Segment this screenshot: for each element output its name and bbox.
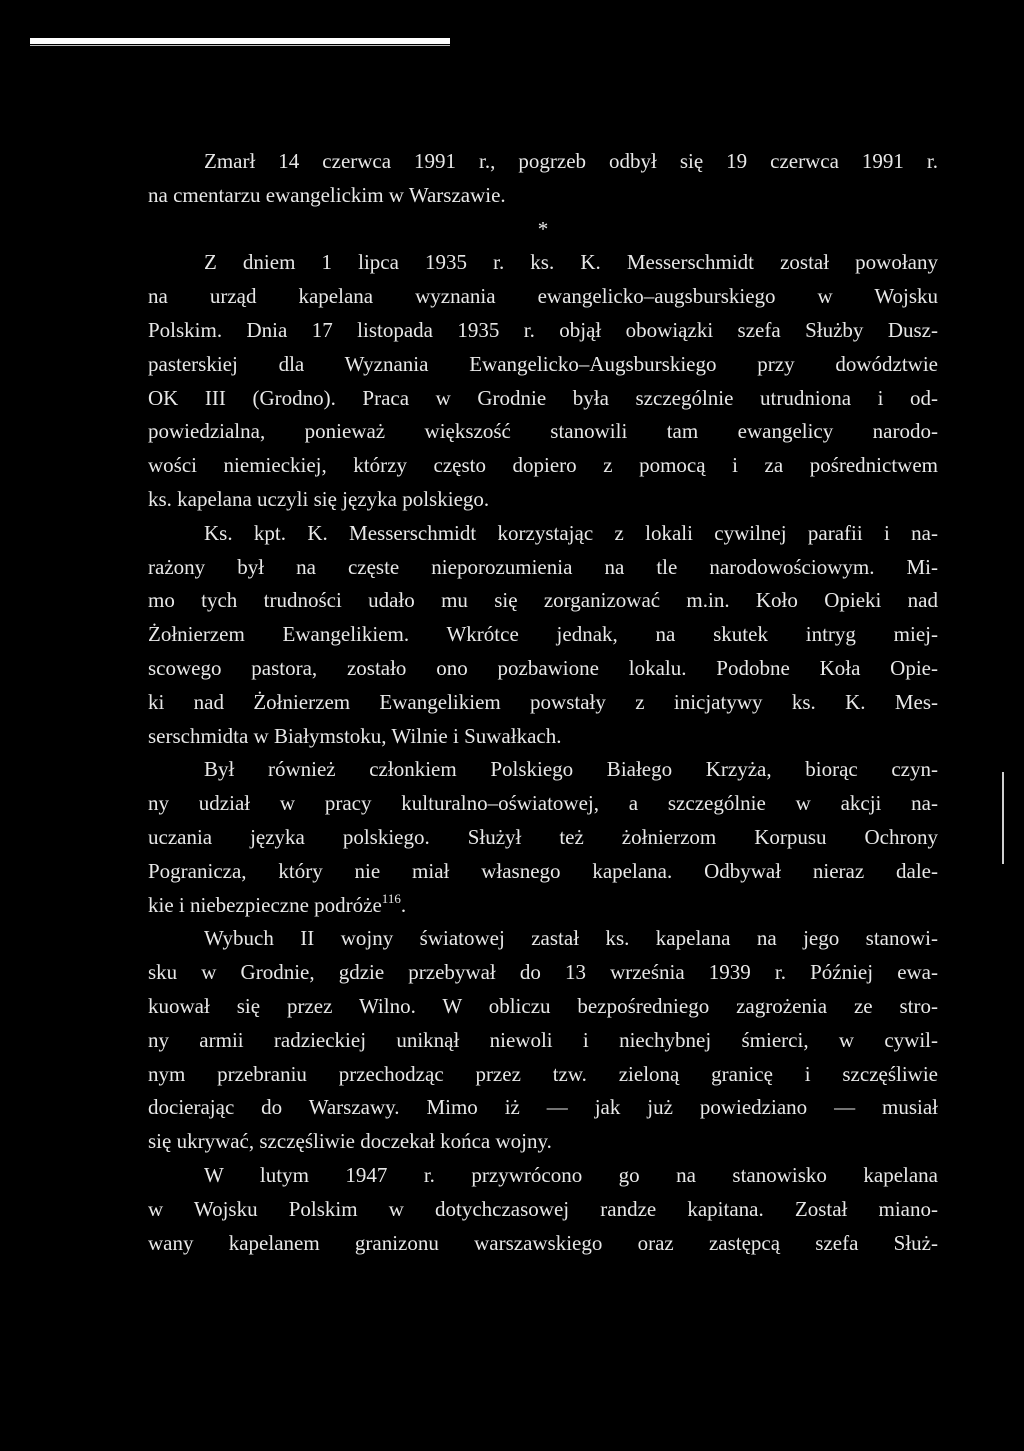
text-line — [148, 1058, 938, 1092]
line-text: Pogranicza, który nie miał własnego kapelana. Odbywał nieraz dale- — [148, 858, 938, 883]
line-text: ki nad Żołnierzem Ewangelikiem powstały z inicjatywy ks. K. Mes- — [148, 689, 938, 714]
text-line — [148, 720, 938, 754]
line-text: ny udział w pracy kulturalno–oświatowej, a szczególnie w akcji na- — [148, 791, 938, 816]
top-rule — [30, 38, 450, 44]
text-line — [148, 415, 938, 449]
line-text: ny armii radzieckiej uniknął niewoli i niechybnej śmierci, w cywil- — [148, 1027, 938, 1052]
text-line — [148, 1159, 938, 1193]
line-text: pasterskiej dla Wyznania Ewangelicko–Augsburskiego przy dowództwie — [148, 351, 938, 376]
line-text: na urząd kapelana wyznania ewangelicko–augsburskiego w Wojsku — [148, 284, 938, 309]
text-line — [148, 517, 938, 551]
line-text: wości niemieckiej, którzy często dopiero z pomocą i za pośrednictwem — [148, 453, 938, 478]
text-line — [148, 1091, 938, 1125]
line-text: wany kapelanem granizonu warszawskiego oraz zastępcą szefa Służ- — [148, 1230, 938, 1255]
line-text: powiedzialna, ponieważ większość stanowili tam ewangelicy narodo- — [148, 419, 938, 444]
line-text: Z dniem 1 lipca 1935 r. ks. K. Messerschmidt został powołany — [204, 250, 938, 275]
text-line — [148, 145, 938, 179]
line-text: Był również członkiem Polskiego Białego Krzyża, biorąc czyn- — [204, 757, 938, 782]
text-line — [148, 1125, 938, 1159]
text-line — [148, 348, 938, 382]
line-text: kie i niebezpieczne podróże — [148, 892, 382, 917]
line-text: docierając do Warszawy. Mimo iż — jak już powiedziano — musiał — [148, 1095, 938, 1120]
text-line — [148, 922, 938, 956]
line-text: uczania języka polskiego. Służył też żołnierzom Korpusu Ochrony — [148, 824, 938, 849]
line-text: Żołnierzem Ewangelikiem. Wkrótce jednak, na skutek intryg miej- — [148, 622, 938, 647]
line-punct: . — [400, 892, 407, 917]
text-line — [148, 1193, 938, 1227]
text-line — [148, 483, 938, 517]
text-line — [148, 314, 938, 348]
text-line — [148, 821, 938, 855]
line-text: W lutym 1947 r. przywrócono go na stanowisko kapelana — [204, 1162, 938, 1187]
line-text: nym przebraniu przechodząc przez tzw. zieloną granicę i szczęśliwie — [148, 1061, 938, 1086]
text-line — [148, 618, 938, 652]
text-line — [148, 889, 938, 923]
footnote-ref: 116 — [381, 890, 401, 906]
line-text: Zmarł 14 czerwca 1991 r., pogrzeb odbył się 19 czerwca 1991 r. — [204, 149, 938, 173]
text-line — [148, 787, 938, 821]
text-line — [148, 956, 938, 990]
line-text: w Wojsku Polskim w dotychczasowej randze kapitana. Został miano- — [148, 1196, 938, 1221]
text-line — [148, 686, 938, 720]
line-text: kuował się przez Wilno. W obliczu bezpośredniego zagrożenia ze stro- — [148, 993, 938, 1018]
text-line — [148, 753, 938, 787]
text-line — [148, 246, 938, 280]
text-line — [148, 179, 938, 213]
text-line — [148, 990, 938, 1024]
margin-mark — [1002, 772, 1004, 864]
line-text: serschmidta w Białymstoku, Wilnie i Suwałkach. — [148, 723, 562, 748]
top-rule-underline — [30, 45, 450, 46]
text-line — [148, 584, 938, 618]
text-line — [148, 1227, 938, 1261]
line-text: na cmentarzu ewangelickim w Warszawie. — [148, 182, 506, 207]
text-line — [148, 1024, 938, 1058]
line-text: * — [537, 216, 549, 241]
line-text: Wybuch II wojny światowej zastał ks. kapelana na jego stanowi- — [204, 926, 938, 951]
text-line — [148, 551, 938, 585]
line-text: sku w Grodnie, gdzie przebywał do 13 września 1939 r. Później ewa- — [148, 960, 938, 985]
line-text: się ukrywać, szczęśliwie doczekał końca wojny. — [148, 1129, 552, 1154]
text-line — [148, 280, 938, 314]
line-text: ks. kapelana uczyli się języka polskiego. — [148, 486, 490, 511]
line-text: rażony był na częste nieporozumienia na tle narodowościowym. Mi- — [148, 554, 938, 579]
line-text: Ks. kpt. K. Messerschmidt korzystając z lokali cywilnej parafii i na- — [204, 520, 938, 545]
page-text — [148, 145, 938, 1260]
line-text: scowego pastora, zostało ono pozbawione lokalu. Podobne Koła Opie- — [148, 655, 938, 680]
text-line — [148, 652, 938, 686]
text-line — [148, 382, 938, 416]
line-text: mo tych trudności udało mu się zorganizować m.in. Koło Opieki nad — [148, 588, 938, 613]
text-line — [148, 449, 938, 483]
text-line — [148, 213, 938, 247]
line-text: OK III (Grodno). Praca w Grodnie była szczególnie utrudniona i od- — [148, 385, 938, 410]
line-text: Polskim. Dnia 17 listopada 1935 r. objął obowiązki szefa Służby Dusz- — [148, 317, 938, 342]
text-line — [148, 855, 938, 889]
